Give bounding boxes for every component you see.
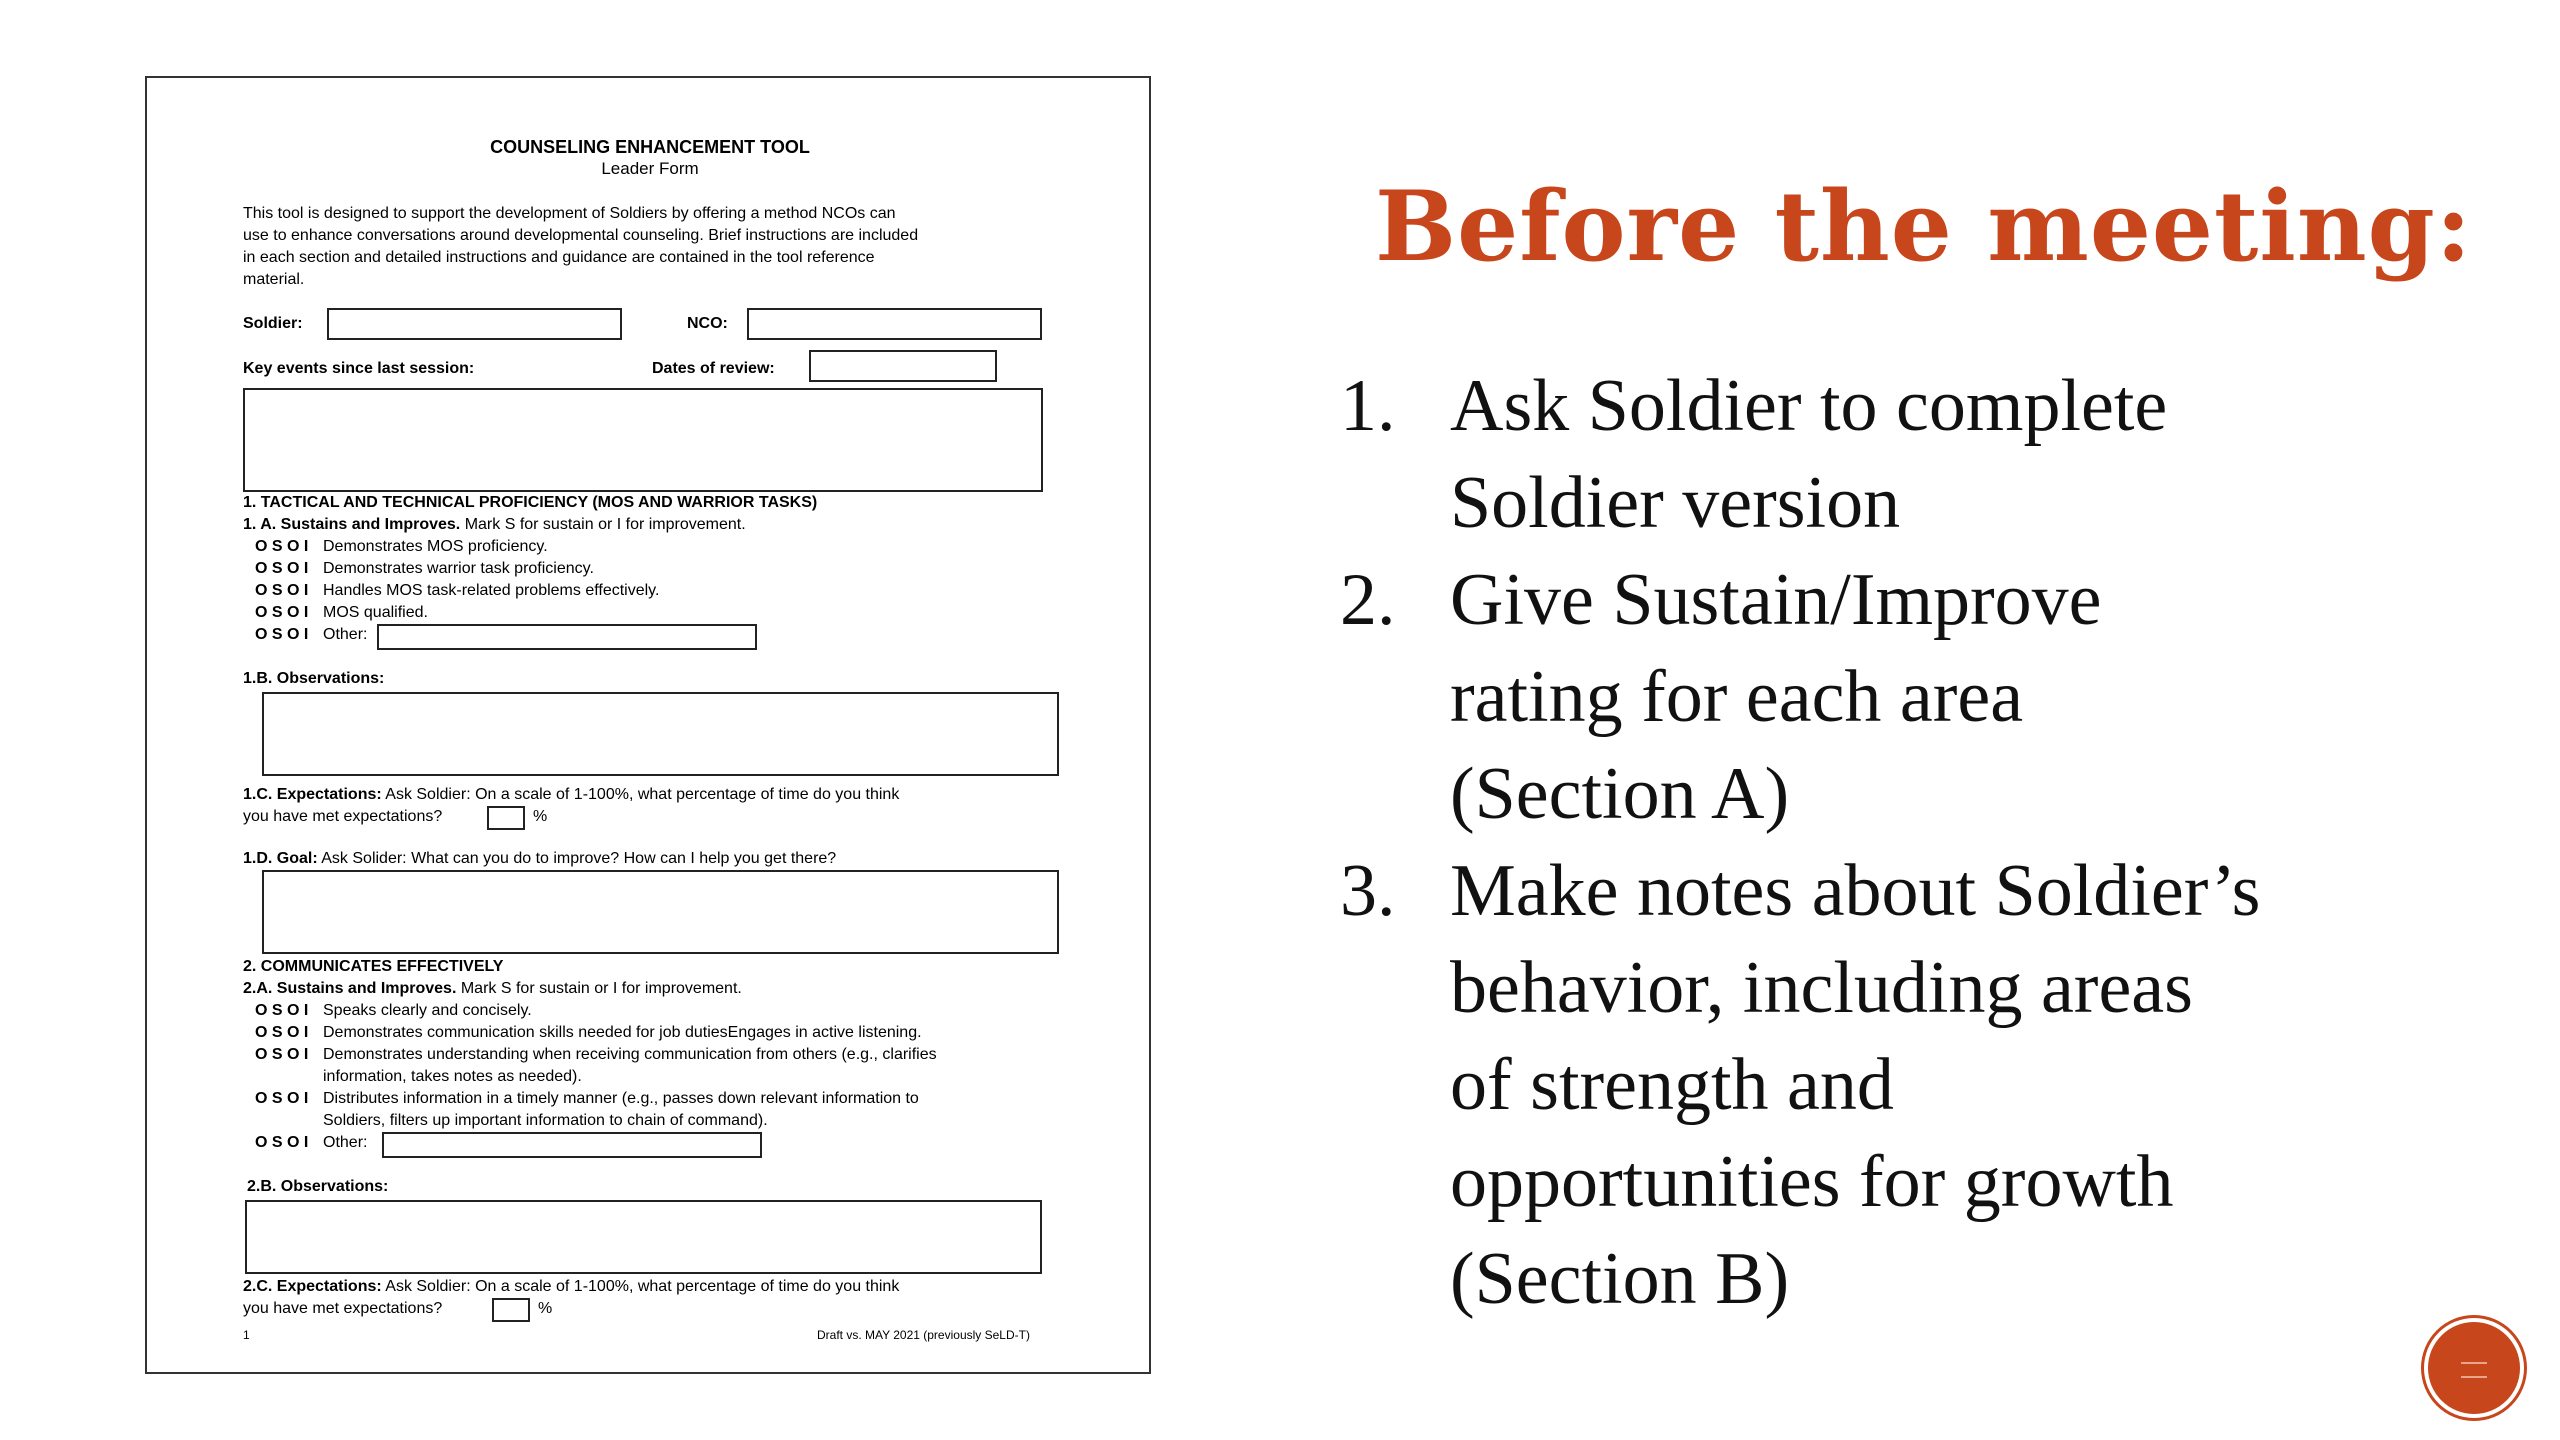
s1c-line-2: you have met expectations? xyxy=(243,808,443,825)
s1c-line-1: 1.C. Expectations: Ask Soldier: On a scale of 1-100%, what percentage of time do you think xyxy=(243,786,900,803)
s2c-percent: % xyxy=(538,1300,553,1317)
s1a-item-3: Handles MOS task-related problems effectively. xyxy=(323,582,660,599)
dates-input[interactable] xyxy=(809,350,997,382)
key-events-label: Key events since last session: xyxy=(243,360,475,377)
intro-line-3: in each section and detailed instructions and guidance are contained in the tool reference xyxy=(243,249,875,266)
intro-line-2: use to enhance conversations around developmental counseling. Brief instructions are included xyxy=(243,227,919,244)
radio-s-i[interactable]: O S O I xyxy=(255,626,309,643)
s2b-label: 2.B. Observations: xyxy=(247,1178,389,1195)
s1c-percent: % xyxy=(533,808,548,825)
menu-lines-icon xyxy=(2461,1362,2487,1378)
s1a-item-5: Other: xyxy=(323,626,368,643)
s2c-line-2: you have met expectations? xyxy=(243,1300,443,1317)
s2a-item-1: Speaks clearly and concisely. xyxy=(323,1002,532,1019)
s1a-other-input[interactable] xyxy=(377,624,757,650)
s2c-line-1: 2.C. Expectations: Ask Soldier: On a scale of 1-100%, what percentage of time do you think xyxy=(243,1278,900,1295)
nco-label: NCO: xyxy=(687,315,728,332)
s1a-item-4: MOS qualified. xyxy=(323,604,428,621)
step-3-line-5: (Section B) xyxy=(1450,1238,1790,1320)
nco-input[interactable] xyxy=(747,308,1042,340)
radio-s-i[interactable]: O S O I xyxy=(255,538,309,555)
step-2-number: 2. xyxy=(1340,559,1396,641)
s2a-item-2: Demonstrates communication skills needed for job dutiesEngages in active listening. xyxy=(323,1024,922,1041)
step-1-line-2: Soldier version xyxy=(1450,462,1901,544)
s2b-observations-input[interactable] xyxy=(245,1200,1042,1274)
dates-label: Dates of review: xyxy=(652,360,775,377)
step-3-number: 3. xyxy=(1340,850,1396,932)
s1b-label: 1.B. Observations: xyxy=(243,670,385,687)
step-1-number: 1. xyxy=(1340,365,1396,447)
step-2 xyxy=(1340,552,2540,843)
step-3-line-3: of strength and xyxy=(1450,1044,1894,1126)
page-number: 1 xyxy=(243,1328,250,1342)
step-3-line-1: Make notes about Soldier’s xyxy=(1450,850,2261,932)
intro-line-4: material. xyxy=(243,271,305,288)
step-1 xyxy=(1340,358,2540,552)
section1-title: 1. TACTICAL AND TECHNICAL PROFICIENCY (MOS AND WARRIOR TASKS) xyxy=(243,494,818,511)
s2c-percent-input[interactable] xyxy=(492,1298,530,1322)
footer-draft: Draft vs. MAY 2021 (previously SeLD-T) xyxy=(817,1328,1030,1342)
form-title: COUNSELING ENHANCEMENT TOOL xyxy=(490,137,810,157)
step-3-line-2: behavior, including areas xyxy=(1450,947,2193,1029)
radio-s-i[interactable]: O S O I xyxy=(255,1090,309,1107)
s1d-line: 1.D. Goal: Ask Solider: What can you do to improve? How can I help you get there? xyxy=(243,850,837,867)
step-2-line-3: (Section A) xyxy=(1450,753,1790,835)
intro-line-1: This tool is designed to support the development of Soldiers by offering a method NCOs can xyxy=(243,205,896,222)
s2a-item-4b: Soldiers, filters up important information to chain of command). xyxy=(323,1112,768,1129)
radio-s-i[interactable]: O S O I xyxy=(255,582,309,599)
s2a-item-4: Distributes information in a timely manner (e.g., passes down relevant information to xyxy=(323,1090,919,1107)
radio-s-i[interactable]: O S O I xyxy=(255,1024,309,1041)
soldier-label: Soldier: xyxy=(243,315,303,332)
form-document xyxy=(145,76,1151,1374)
radio-s-i[interactable]: O S O I xyxy=(255,1134,309,1151)
s1a-item-1: Demonstrates MOS proficiency. xyxy=(323,538,548,555)
step-3-line-4: opportunities for growth xyxy=(1450,1141,2174,1223)
radio-s-i[interactable]: O S O I xyxy=(255,1002,309,1019)
slide-nav-circle-icon[interactable] xyxy=(2428,1322,2520,1414)
radio-s-i[interactable]: O S O I xyxy=(255,1046,309,1063)
step-1-line-1: Ask Soldier to complete xyxy=(1450,365,2168,447)
form-subtitle: Leader Form xyxy=(601,159,699,178)
radio-s-i[interactable]: O S O I xyxy=(255,560,309,577)
soldier-input[interactable] xyxy=(327,308,622,340)
s1a-item-2: Demonstrates warrior task proficiency. xyxy=(323,560,594,577)
section2-title: 2. COMMUNICATES EFFECTIVELY xyxy=(243,958,504,975)
step-2-line-2: rating for each area xyxy=(1450,656,2024,738)
step-2-line-1: Give Sustain/Improve xyxy=(1450,559,2102,641)
s2a-other-input[interactable] xyxy=(382,1132,762,1158)
s2a-item-3b: information, takes notes as needed). xyxy=(323,1068,582,1085)
s1a-heading: 1. A. Sustains and Improves. Mark S for sustain or I for improvement. xyxy=(243,516,746,533)
s2a-heading: 2.A. Sustains and Improves. Mark S for sustain or I for improvement. xyxy=(243,980,742,997)
slide-heading: Before the meeting: xyxy=(1375,170,2473,283)
step-3 xyxy=(1340,843,2540,1328)
radio-s-i[interactable]: O S O I xyxy=(255,604,309,621)
steps-list xyxy=(1340,358,2540,1328)
key-events-input[interactable] xyxy=(243,388,1043,492)
s1d-goal-input[interactable] xyxy=(262,870,1059,954)
s2a-item-3: Demonstrates understanding when receiving communication from others (e.g., clarifies xyxy=(323,1046,937,1063)
s1c-percent-input[interactable] xyxy=(487,806,525,830)
s1b-observations-input[interactable] xyxy=(262,692,1059,776)
s2a-item-5: Other: xyxy=(323,1134,368,1151)
